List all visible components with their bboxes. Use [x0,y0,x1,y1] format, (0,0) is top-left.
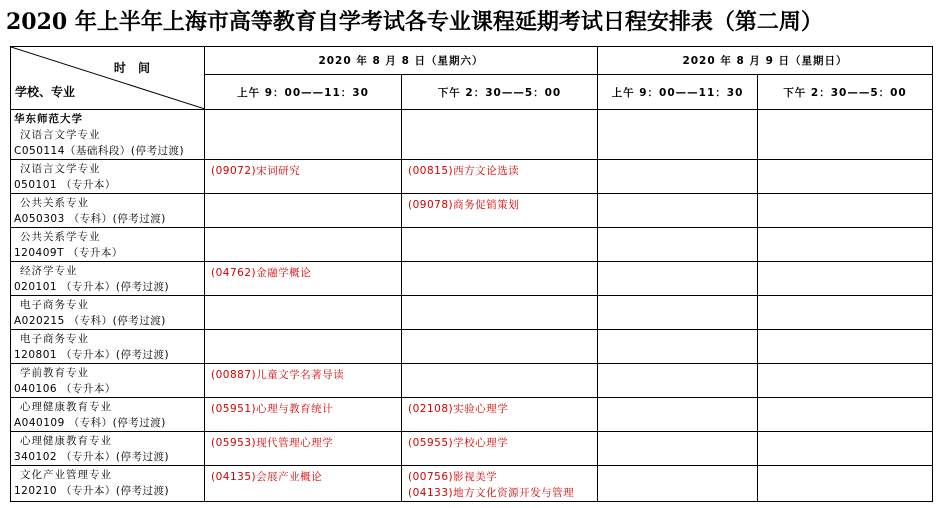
major-cell [11,262,205,296]
table-row [11,466,933,502]
major-name: 心理健康教育专业 [20,435,112,447]
course-cell-sat-am [205,194,402,228]
major-cell [11,194,205,228]
table-row [11,262,933,296]
table-row [11,160,933,194]
major-code: A050303 （专科）(停考过渡) [14,213,166,225]
course-cell-sun-pm [758,398,933,432]
course-cell-sat-am [205,228,402,262]
major-cell [11,296,205,330]
course-cell-sun-am [598,160,758,194]
major-name: 公共关系学专业 [20,231,101,243]
course-cell-sun-am [598,398,758,432]
course-cell-sat-am [205,466,402,502]
major-code: 340102 （专升本）(停考过渡) [14,451,170,463]
course-cell-sun-am [598,228,758,262]
course-name: (00887)儿童文学名著导读 [211,369,345,381]
major-name: 文化产业管理专业 [20,469,112,481]
course-cell-sat-pm [402,432,598,466]
major-cell [11,110,205,160]
course-name: (04133)地方文化资源开发与管理 [408,487,575,499]
course-cell-sun-am [598,364,758,398]
course-cell-sat-pm [402,296,598,330]
table-row [11,194,933,228]
major-code: 120409T （专升本） [14,247,123,259]
table-row [11,110,933,160]
course-name: (09072)宋词研究 [211,165,301,177]
course-cell-sat-pm [402,160,598,194]
major-cell [11,330,205,364]
schedule-table [10,46,933,502]
course-cell-sun-pm [758,262,933,296]
slot-header-sat-am: 上午 9：00——11：30 [205,75,402,110]
major-cell [11,160,205,194]
major-name: 学前教育专业 [20,367,89,379]
major-name: 汉语言文学专业 [20,129,101,141]
major-cell [11,466,205,502]
table-row [11,432,933,466]
corner-header-cell [11,47,205,110]
course-cell-sun-pm [758,296,933,330]
table-row [11,330,933,364]
header-row-dates [11,47,933,75]
major-code: 040106 （专升本） [14,383,116,395]
course-cell-sat-am [205,398,402,432]
course-name: (05955)学校心理学 [408,437,509,449]
course-cell-sat-am [205,110,402,160]
course-cell-sun-pm [758,160,933,194]
table-row [11,296,933,330]
course-cell-sun-pm [758,330,933,364]
major-code: A020215 （专科）(停考过渡) [14,315,166,327]
major-code: 120210 （专升本）(停考过渡) [14,485,170,497]
course-name: (04762)金融学概论 [211,267,312,279]
course-name: (00756)影视美学 [408,471,498,483]
course-cell-sat-pm [402,194,598,228]
major-code: 020101 （专升本）(停考过渡) [14,281,170,293]
slot-header-sat-pm: 下午 2：30——5：00 [402,75,598,110]
course-cell-sat-pm [402,364,598,398]
course-cell-sat-am [205,296,402,330]
course-cell-sat-am [205,432,402,466]
course-name: (02108)实验心理学 [408,403,509,415]
course-cell-sun-am [598,330,758,364]
corner-school-label: 学校、专业 [15,85,76,99]
major-code: 050101 （专升本） [14,179,116,191]
course-cell-sat-am [205,262,402,296]
major-name: 经济学专业 [20,265,78,277]
course-cell-sun-am [598,296,758,330]
major-cell [11,364,205,398]
course-cell-sat-am [205,330,402,364]
course-name: (00815)西方文论选读 [408,165,520,177]
course-cell-sun-pm [758,364,933,398]
major-cell [11,432,205,466]
slot-header-sun-pm: 下午 2：30——5：00 [758,75,933,110]
course-cell-sat-pm [402,262,598,296]
course-name: (09078)商务促销策划 [408,199,520,211]
major-cell [11,398,205,432]
table-row [11,398,933,432]
course-cell-sun-am [598,432,758,466]
course-name: (04135)会展产业概论 [211,471,323,483]
major-code: A040109 （专科）(停考过渡) [14,417,166,429]
course-cell-sun-pm [758,228,933,262]
major-name: 电子商务专业 [20,299,89,311]
course-cell-sun-pm [758,110,933,160]
corner-time-label: 时 间 [113,61,154,75]
table-row [11,364,933,398]
course-name: (05953)现代管理心理学 [211,437,334,449]
major-code: 120801 （专升本）(停考过渡) [14,349,170,361]
course-cell-sat-pm [402,228,598,262]
course-cell-sat-pm [402,110,598,160]
major-name: 公共关系专业 [20,197,89,209]
course-cell-sun-am [598,110,758,160]
course-cell-sat-pm [402,330,598,364]
major-cell [11,228,205,262]
course-cell-sun-pm [758,466,933,502]
course-cell-sat-am [205,160,402,194]
slot-header-sun-am: 上午 9：00——11：30 [598,75,758,110]
major-name: 电子商务专业 [20,333,89,345]
course-cell-sat-am [205,364,402,398]
date-header-aug9: 2020 年 8 月 9 日（星期日） [598,47,933,75]
course-cell-sun-pm [758,432,933,466]
page-title: 2020 年上半年上海市高等教育自学考试各专业课程延期考试日程安排表（第二周） [6,9,823,35]
major-code: C050114（基础科段）(停考过渡) [14,145,185,157]
course-name: (05951)心理与教育统计 [211,403,334,415]
course-cell-sun-pm [758,194,933,228]
date-header-aug8: 2020 年 8 月 8 日（星期六） [205,47,598,75]
university-name: 华东师范大学 [14,113,83,125]
major-name: 心理健康教育专业 [20,401,112,413]
table-row [11,228,933,262]
course-cell-sun-am [598,262,758,296]
course-cell-sun-am [598,194,758,228]
course-cell-sun-am [598,466,758,502]
major-name: 汉语言文学专业 [20,163,101,175]
course-cell-sat-pm [402,466,598,502]
course-cell-sat-pm [402,398,598,432]
